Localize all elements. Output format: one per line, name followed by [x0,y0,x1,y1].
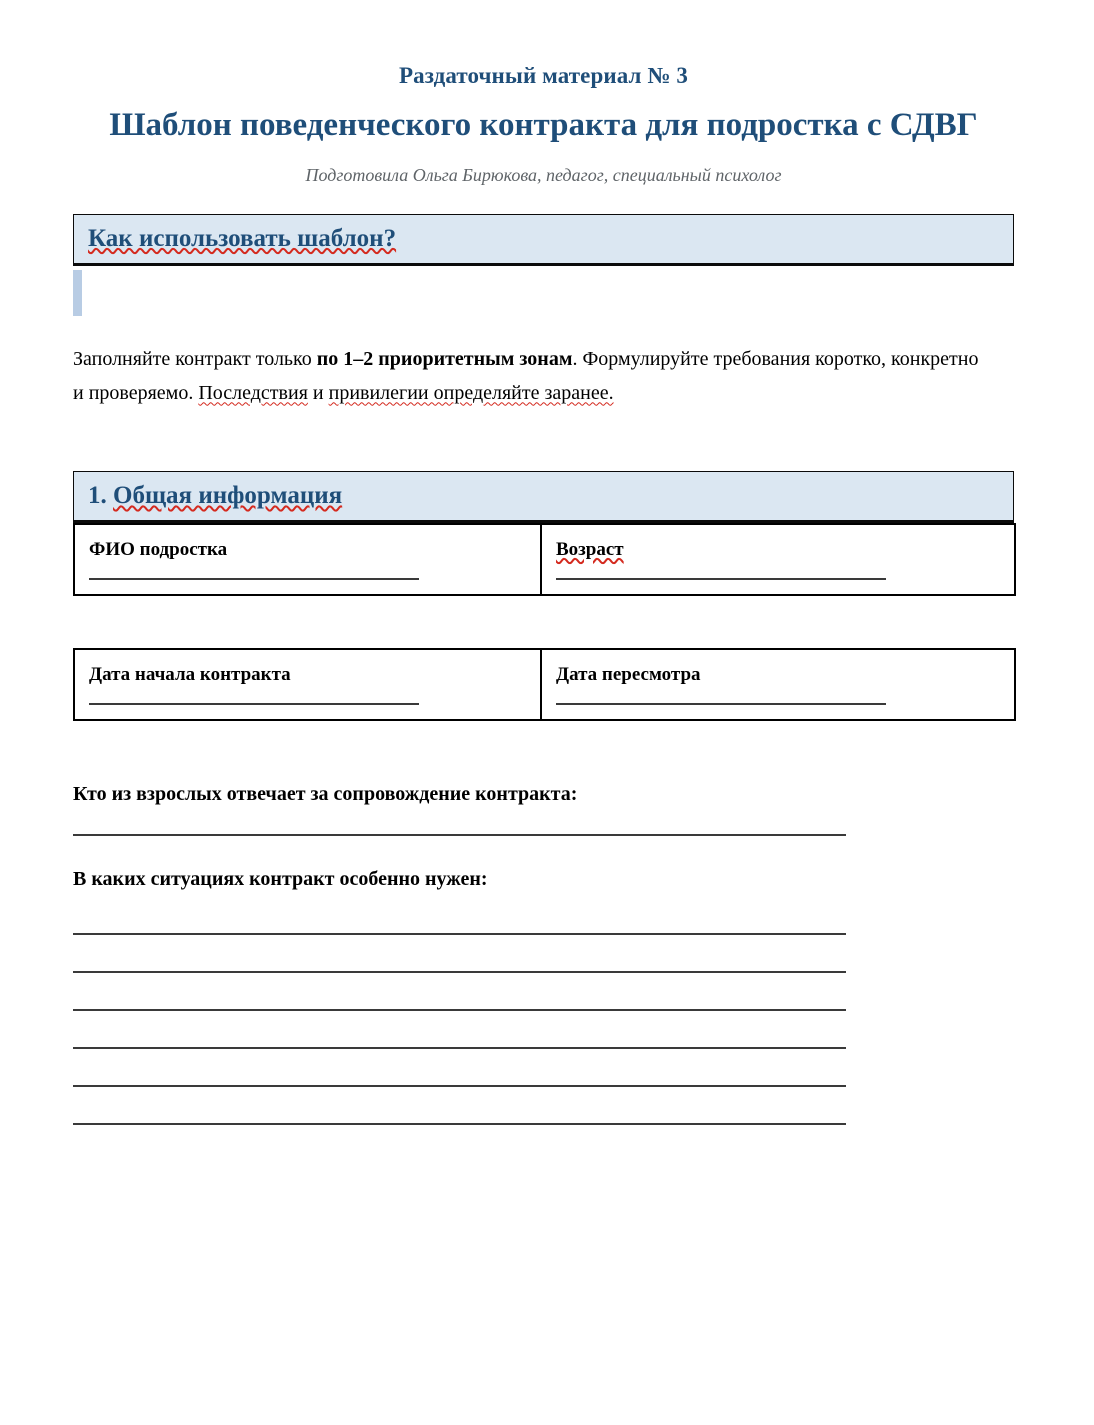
table-identity [73,523,1016,596]
field-cell-age[interactable] [541,524,1015,595]
how-to-paragraph-misspelled-1: Последствия [198,382,308,405]
how-to-paragraph-part2: . Формулируйте требования коротко, конкретно и проверяемо. [73,348,979,405]
prompt-responsible-adult: Кто из взрослых отвечает за сопровождение контракта: [73,782,578,805]
how-to-paragraph-bold: по 1–2 приоритетным зонам [316,348,573,371]
field-label-full-name: ФИО подростка [89,539,228,561]
field-cell-review-date[interactable] [541,649,1015,720]
table-dates [73,648,1016,721]
field-fill-line-full-name[interactable] [89,578,419,580]
banner-how-to-use [73,214,1014,267]
field-label-age-text: Возраст [556,539,624,561]
how-to-paragraph-part1: Заполняйте контракт только [73,348,317,371]
banner-how-to-use-title [88,224,999,254]
field-fill-line-start-date[interactable] [89,703,419,705]
banner-how-to-use-title-text: Как использовать шаблон? [88,224,397,252]
table-row [74,649,1015,720]
banner-general-information-title-text: Общая информация [113,481,343,509]
how-to-paragraph-part4: и [307,382,329,405]
document-kicker: Раздаточный материал № 3 [398,63,689,88]
field-label-review-date: Дата пересмотра [556,664,701,686]
page-content [73,0,1014,1125]
field-fill-line-review-date[interactable] [556,703,886,705]
table-row [74,524,1015,595]
field-cell-full-name[interactable] [74,524,541,595]
field-label-age [556,538,1014,562]
banner-general-information-number: 1. [88,481,113,509]
banner-general-information-title [88,481,999,511]
answer-fill-line[interactable] [73,1123,846,1125]
how-to-paragraph-misspelled-2: привилегии определяйте заранее. [328,382,614,405]
banner-general-information [73,471,1014,524]
field-fill-line-age[interactable] [556,578,886,580]
prompt-situations-needed: В каких ситуациях контракт особенно нужен: [73,867,488,890]
field-label-start-date: Дата начала контракта [89,664,291,686]
page-title: Шаблон поведенческого контракта для подростка с СДВГ [109,106,978,143]
field-cell-start-date[interactable] [74,649,541,720]
how-to-paragraph [73,342,988,411]
document-byline: Подготовила Ольга Бирюкова, педагог, специальный психолог [305,165,782,186]
accent-bar-icon [73,270,82,316]
